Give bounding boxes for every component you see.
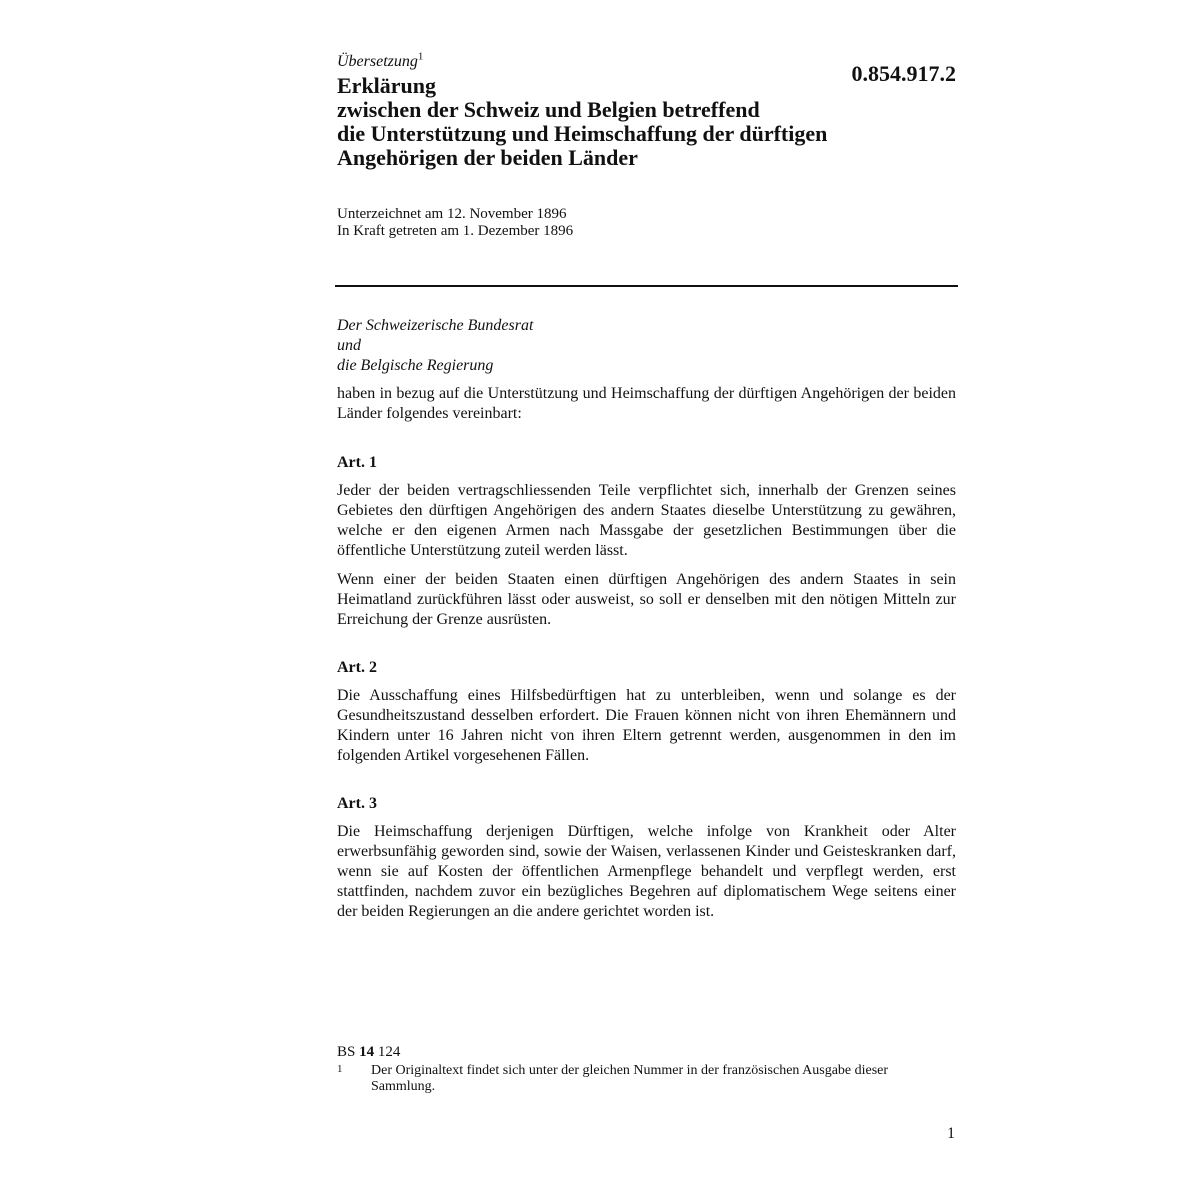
party-line: und xyxy=(337,337,361,354)
article-1-paragraph-1: Jeder der beiden vertragschliessenden Teile verpflichtet sich, innerhalb der Grenzen seines Gebietes den dürftigen Angehörigen des andern Staates dieselbe Unterstützung zu gewähren, welche er den eigenen Armen nach Massgabe der gesetzlichen Bestimmungen über die öffentliche Unterstützung zuteil werden lässt. xyxy=(337,482,956,559)
article-3-paragraph-1: Die Heimschaffung derjenigen Dürftigen, welche infolge von Krankheit oder Alter erwerbsunfähig geworden sind, sowie der Waisen, verlassenen Kinder und Geisteskranken darf, wenn sie auf Kosten der öffentlichen Armenpflege behandelt und verpflegt werden, erst stattfinden, nachdem zuvor ein bezügliches Begehren auf diplomatischem Wege seitens einer der beiden Regierungen an die andere gerichtet worden ist. xyxy=(337,823,956,920)
treaty-dates xyxy=(337,206,573,240)
in-force-date: In Kraft getreten am 1. Dezember 1896 xyxy=(337,223,574,239)
translation-label xyxy=(337,52,423,72)
title-line: die Unterstützung und Heimschaffung der dürftigen xyxy=(337,121,828,146)
article-1-heading: Art. 1 xyxy=(337,454,377,471)
preamble-intro: haben in bezug auf die Unterstützung und Heimschaffung der dürftigen Angehörigen der beiden Länder folgendes vereinbart: xyxy=(337,385,956,422)
page-number: 1 xyxy=(947,1125,955,1142)
footnote-mark: 1 xyxy=(337,1063,343,1075)
footnote-text: Der Originaltext findet sich unter der gleichen Nummer in der französischen Ausgabe dieser Sammlung. xyxy=(371,1063,889,1094)
party-line: Der Schweizerische Bundesrat xyxy=(337,317,534,334)
title-line: Angehörigen der beiden Länder xyxy=(337,145,638,170)
title-line: zwischen der Schweiz und Belgien betreffend xyxy=(337,97,760,122)
article-3-heading: Art. 3 xyxy=(337,795,377,812)
sr-number: 0.854.917.2 xyxy=(851,61,956,86)
article-2-heading: Art. 2 xyxy=(337,659,377,676)
translation-label-text: Übersetzung xyxy=(337,53,418,70)
party-line: die Belgische Regierung xyxy=(337,357,494,374)
bs-volume: 14 xyxy=(359,1044,375,1060)
article-1-paragraph-2: Wenn einer der beiden Staaten einen dürftigen Angehörigen des andern Staates in sein Heimatland zurückführen lässt oder ausweist, so soll er denselben mit den nötigen Mitteln zur Erreichung der Grenze ausrüsten. xyxy=(337,571,956,628)
signed-date: Unterzeichnet am 12. November 1896 xyxy=(337,206,567,222)
header-divider xyxy=(335,285,958,287)
bs-page: 124 xyxy=(377,1044,401,1060)
translation-footnote-mark[interactable]: 1 xyxy=(417,50,424,63)
bs-reference xyxy=(337,1043,400,1061)
document-title xyxy=(337,74,957,170)
article-2-paragraph-1: Die Ausschaffung eines Hilfsbedürftigen hat zu unterbleiben, wenn und solange es der Gesundheitszustand desselben erfordert. Die Frauen können nicht von ihren Ehemännern und Kindern unter 16 Jahren nicht von ihren Eltern getrennt werden, ausgenommen in den im folgenden Artikel vorgesehenen Fällen. xyxy=(337,687,956,764)
contracting-parties xyxy=(337,316,533,376)
title-line: Erklärung xyxy=(337,73,437,98)
bs-prefix: BS xyxy=(337,1044,356,1060)
